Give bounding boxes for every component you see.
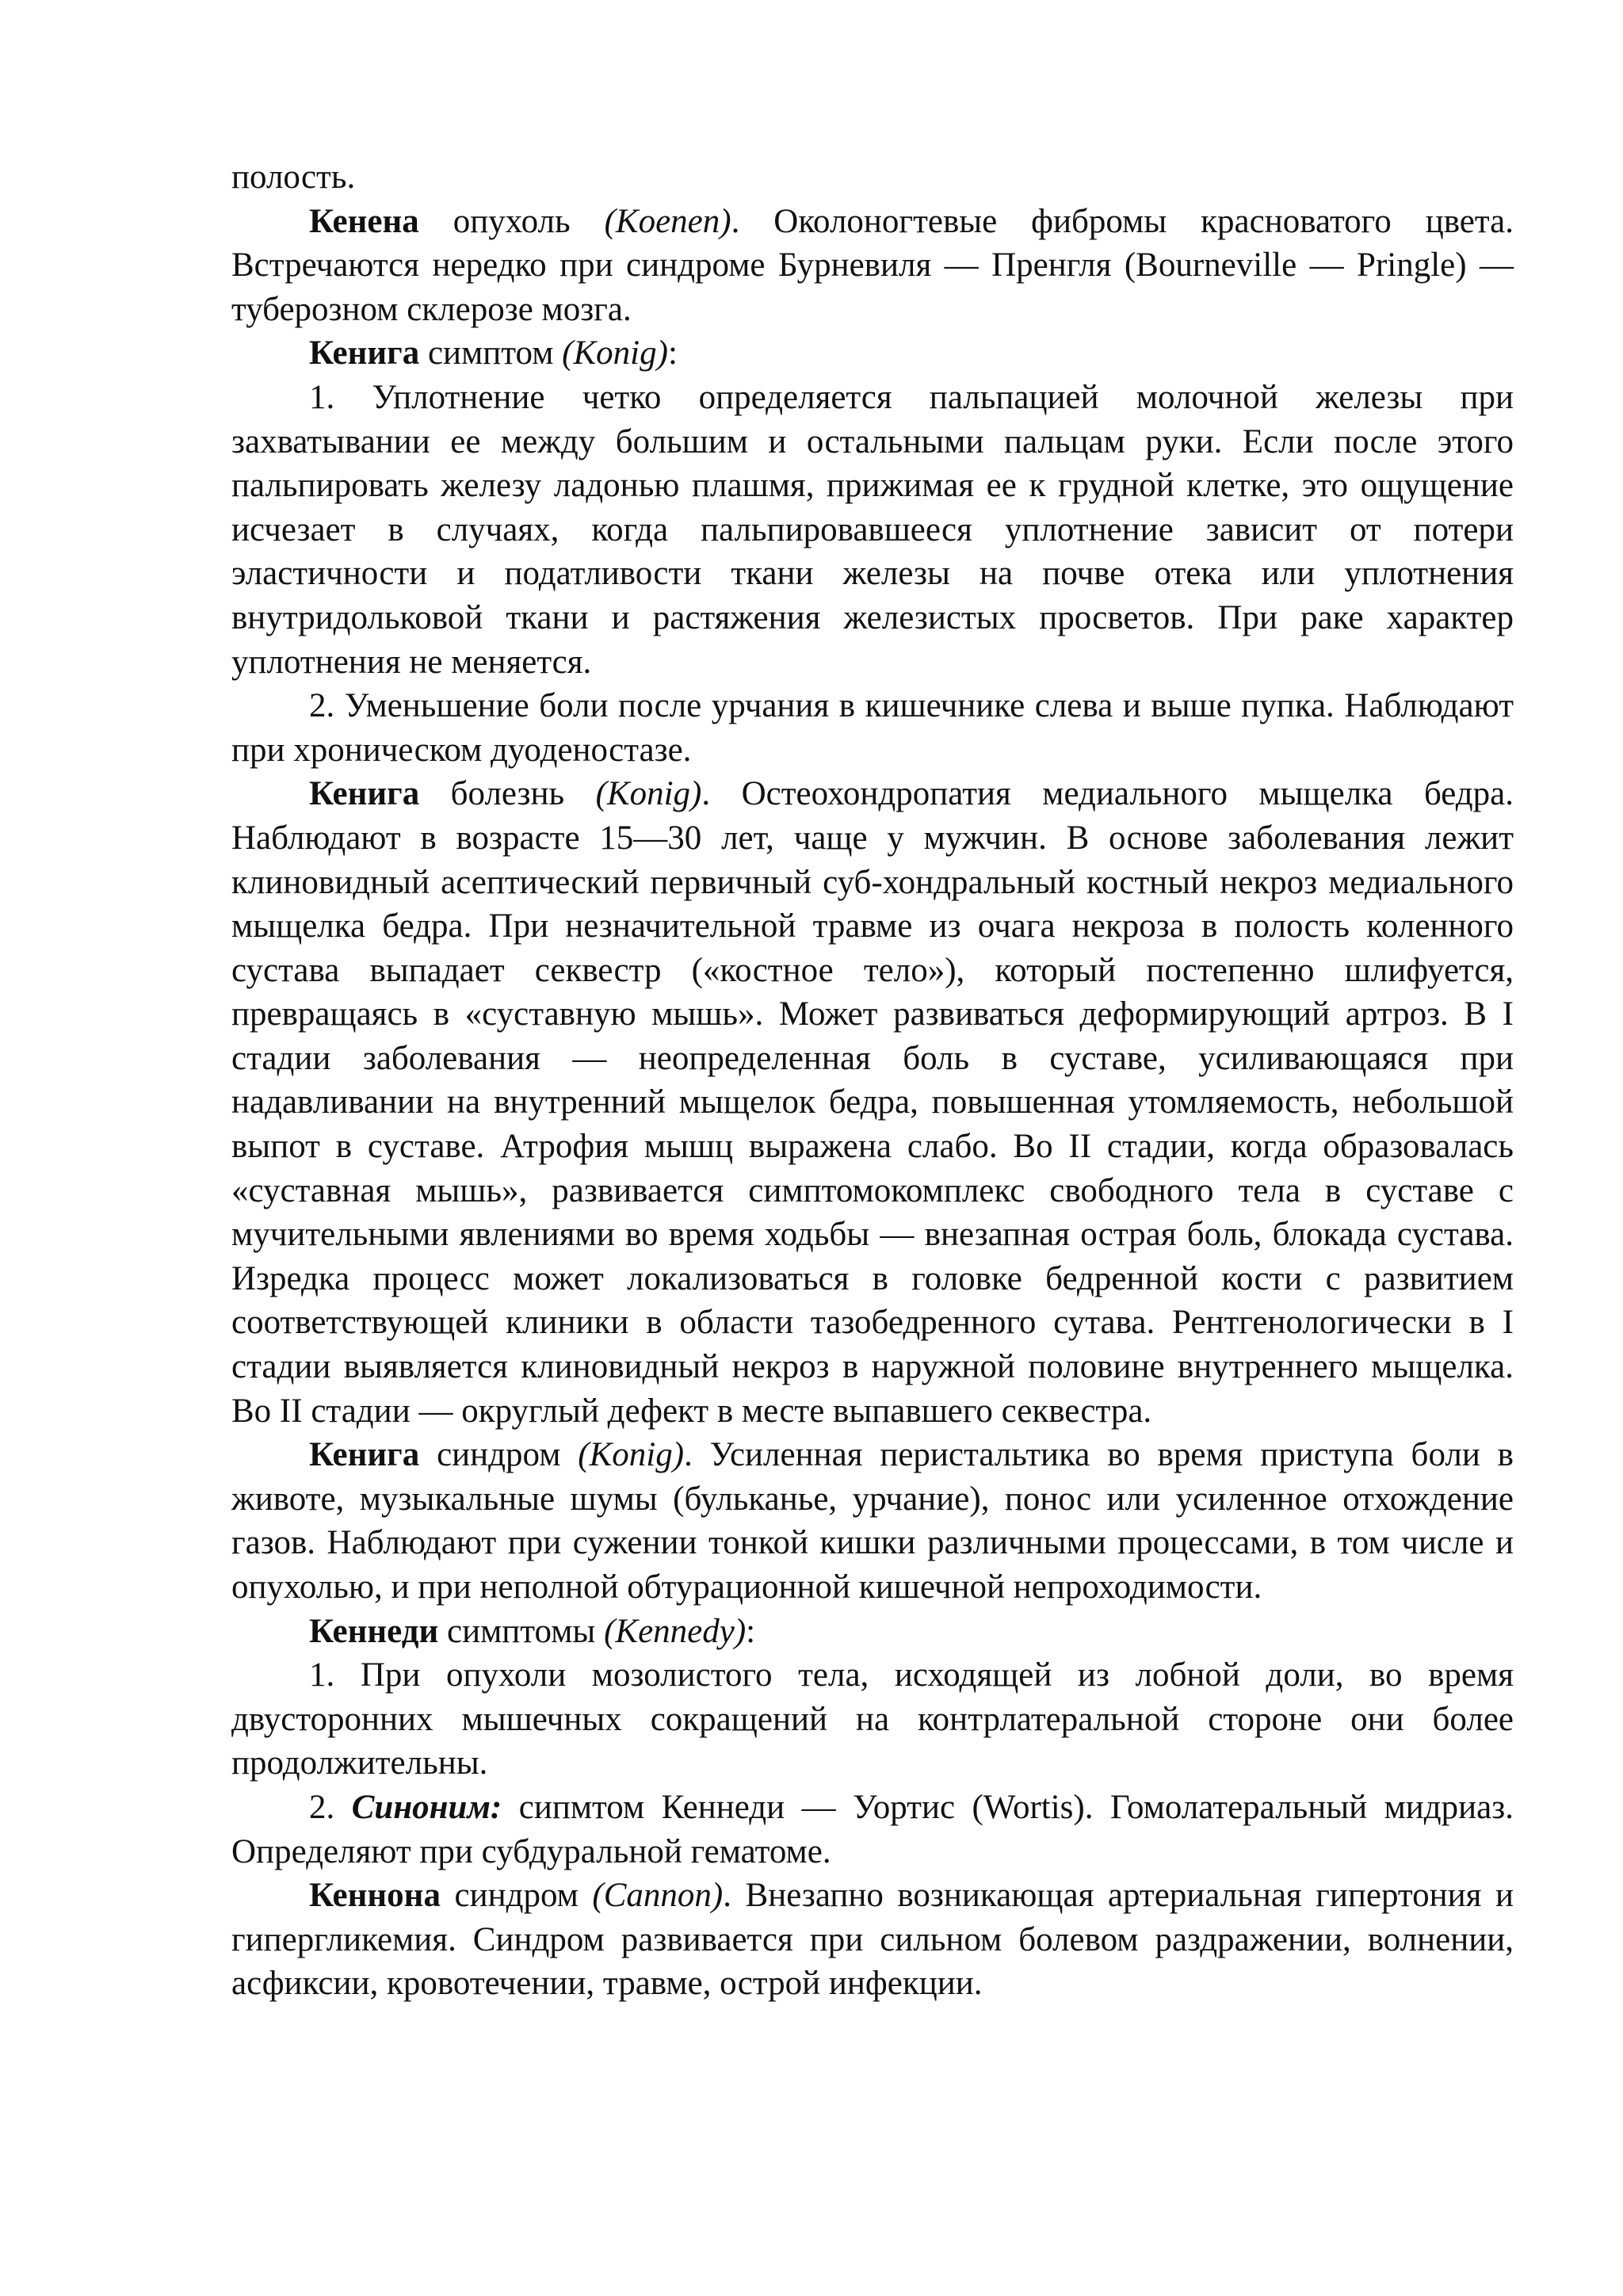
entry-cannon-syndrome (231, 1874, 1514, 2006)
entry-latin-name: (Konig) (578, 1436, 685, 1474)
item-number: 2. (309, 1788, 352, 1826)
item-text: сипмтом Кеннеди — Уортис (Wortis). Гомолатеральный мидриаз. Определяют при субдуральной гематоме. (231, 1788, 1514, 1870)
entry-text: : (746, 1612, 756, 1650)
item-text: 1. При опухоли мозолистого тела, исходящей из лобной доли, во время двусторонних мышечных сокращений на контрлатеральной стороне они более продолжительны. (231, 1656, 1514, 1782)
entry-kind: симптом (419, 334, 563, 372)
continuation-text: полость. (231, 159, 356, 196)
item-text: 2. Уменьшение боли после урчания в кишечнике слева и выше пупка. Наблюдают при хроническом дуоденостазе. (231, 687, 1514, 769)
entry-text: . Внезапно возникающая артериальная гипертония и гипергликемия. Синдром развивается при сильном болевом раздражении, волнении, асфиксии, кровотечении, травме, острой инфекции. (231, 1877, 1514, 2003)
entry-term: Кенига (309, 1436, 420, 1474)
entry-latin-name: (Konig) (562, 334, 668, 372)
entry-latin-name: (Cannon) (592, 1877, 724, 1915)
konig-symptom-item-1 (231, 376, 1514, 684)
entry-term: Кеннона (309, 1877, 441, 1915)
entry-text: : (667, 334, 678, 372)
entry-kenen-tumor (231, 200, 1514, 332)
entry-kind: болезнь (419, 775, 596, 813)
entry-term: Кенига (309, 775, 420, 813)
paragraph-continuation (231, 155, 1514, 200)
entry-konig-disease (231, 772, 1514, 1433)
kennedy-symptom-item-1 (231, 1653, 1514, 1786)
entry-kind: опухоль (418, 202, 605, 240)
entry-latin-name: (Koenen) (604, 202, 731, 240)
entry-kennedy-symptoms (231, 1610, 1514, 1654)
entry-term: Кенена (309, 202, 419, 240)
konig-symptom-item-2 (231, 684, 1514, 772)
entry-latin-name: (Kennedy) (604, 1612, 747, 1650)
entry-text: . Остеохондропатия медиального мыщелка бедра. Наблюдают в возрасте 15—30 лет, чаще у мужчин. В основе заболевания лежит клиновидный асептический первичный суб-хондральный костный некроз медиального мыщелка бедра. При незначительной травме из очага некроза в полость коленного сустава выпадает секвестр («костное тело»), который постепенно шлифуется, превращаясь в «суставную мышь». Может развиваться деформирующий артроз. В I стадии заболевания — неопределенная боль в суставе, усиливающаяся при надавливании на внутренний мыщелок бедра, повышенная утомляемость, небольшой выпот в суставе. Атрофия мышц выражена слабо. Во II стадии, когда образовалась «суставная мышь», развивается симптомокомплекс свободного тела в суставе с мучительными явлениями во время ходьбы — внезапная острая боль, блокада сустава. Изредка процесс может локализоваться в головке бедренной кости с развитием соответствующей клиники в области тазобедренного сутава. Рентгенологически в I стадии выявляется клиновидный некроз в наружной половине внутреннего мыщелка. Во II стадии — округлый дефект в месте выпавшего секвестра. (231, 775, 1514, 1430)
entry-konig-syndrome (231, 1433, 1514, 1609)
entry-kind: симптомы (438, 1612, 605, 1650)
entry-kind: синдром (419, 1436, 579, 1474)
entry-latin-name: (Konig) (595, 775, 702, 813)
entry-konig-symptom (231, 331, 1514, 376)
entry-term: Кеннеди (309, 1612, 439, 1650)
synonym-label: Синоним: (351, 1788, 502, 1826)
entry-term: Кенига (309, 334, 420, 372)
entry-kind: синдром (440, 1877, 593, 1915)
kennedy-symptom-item-2 (231, 1786, 1514, 1874)
entry-text: . Усиленная перистальтика во время приступа боли в животе, музыкальные шумы (бульканье, урчание), понос или усиленное отхождение газов. Наблюдают при сужении тонкой кишки различными процессами, в том числе и опухолью, и при неполной обтурационной кишечной непроходимости. (231, 1436, 1514, 1606)
entry-text: . Околоногтевые фибромы красноватого цвета. Встречаются нередко при синдроме Бурневиля — Пренгля (Bourneville — Pringle) — туберозном склерозе мозга. (231, 202, 1514, 328)
document-page (231, 155, 1514, 2006)
item-text: 1. Уплотнение четко определяется пальпацией молочной железы при захватывании ее между большим и остальными пальцам руки. Если после этого пальпировать железу ладонью плашмя, прижимая ее к грудной клетке, это ощущение исчезает в случаях, когда пальпировавшееся уплотнение зависит от потери эластичности и податливости ткани железы на почве отека или уплотнения внутридольковой ткани и растяжения железистых просветов. При раке характер уплотнения не меняется. (231, 378, 1514, 681)
